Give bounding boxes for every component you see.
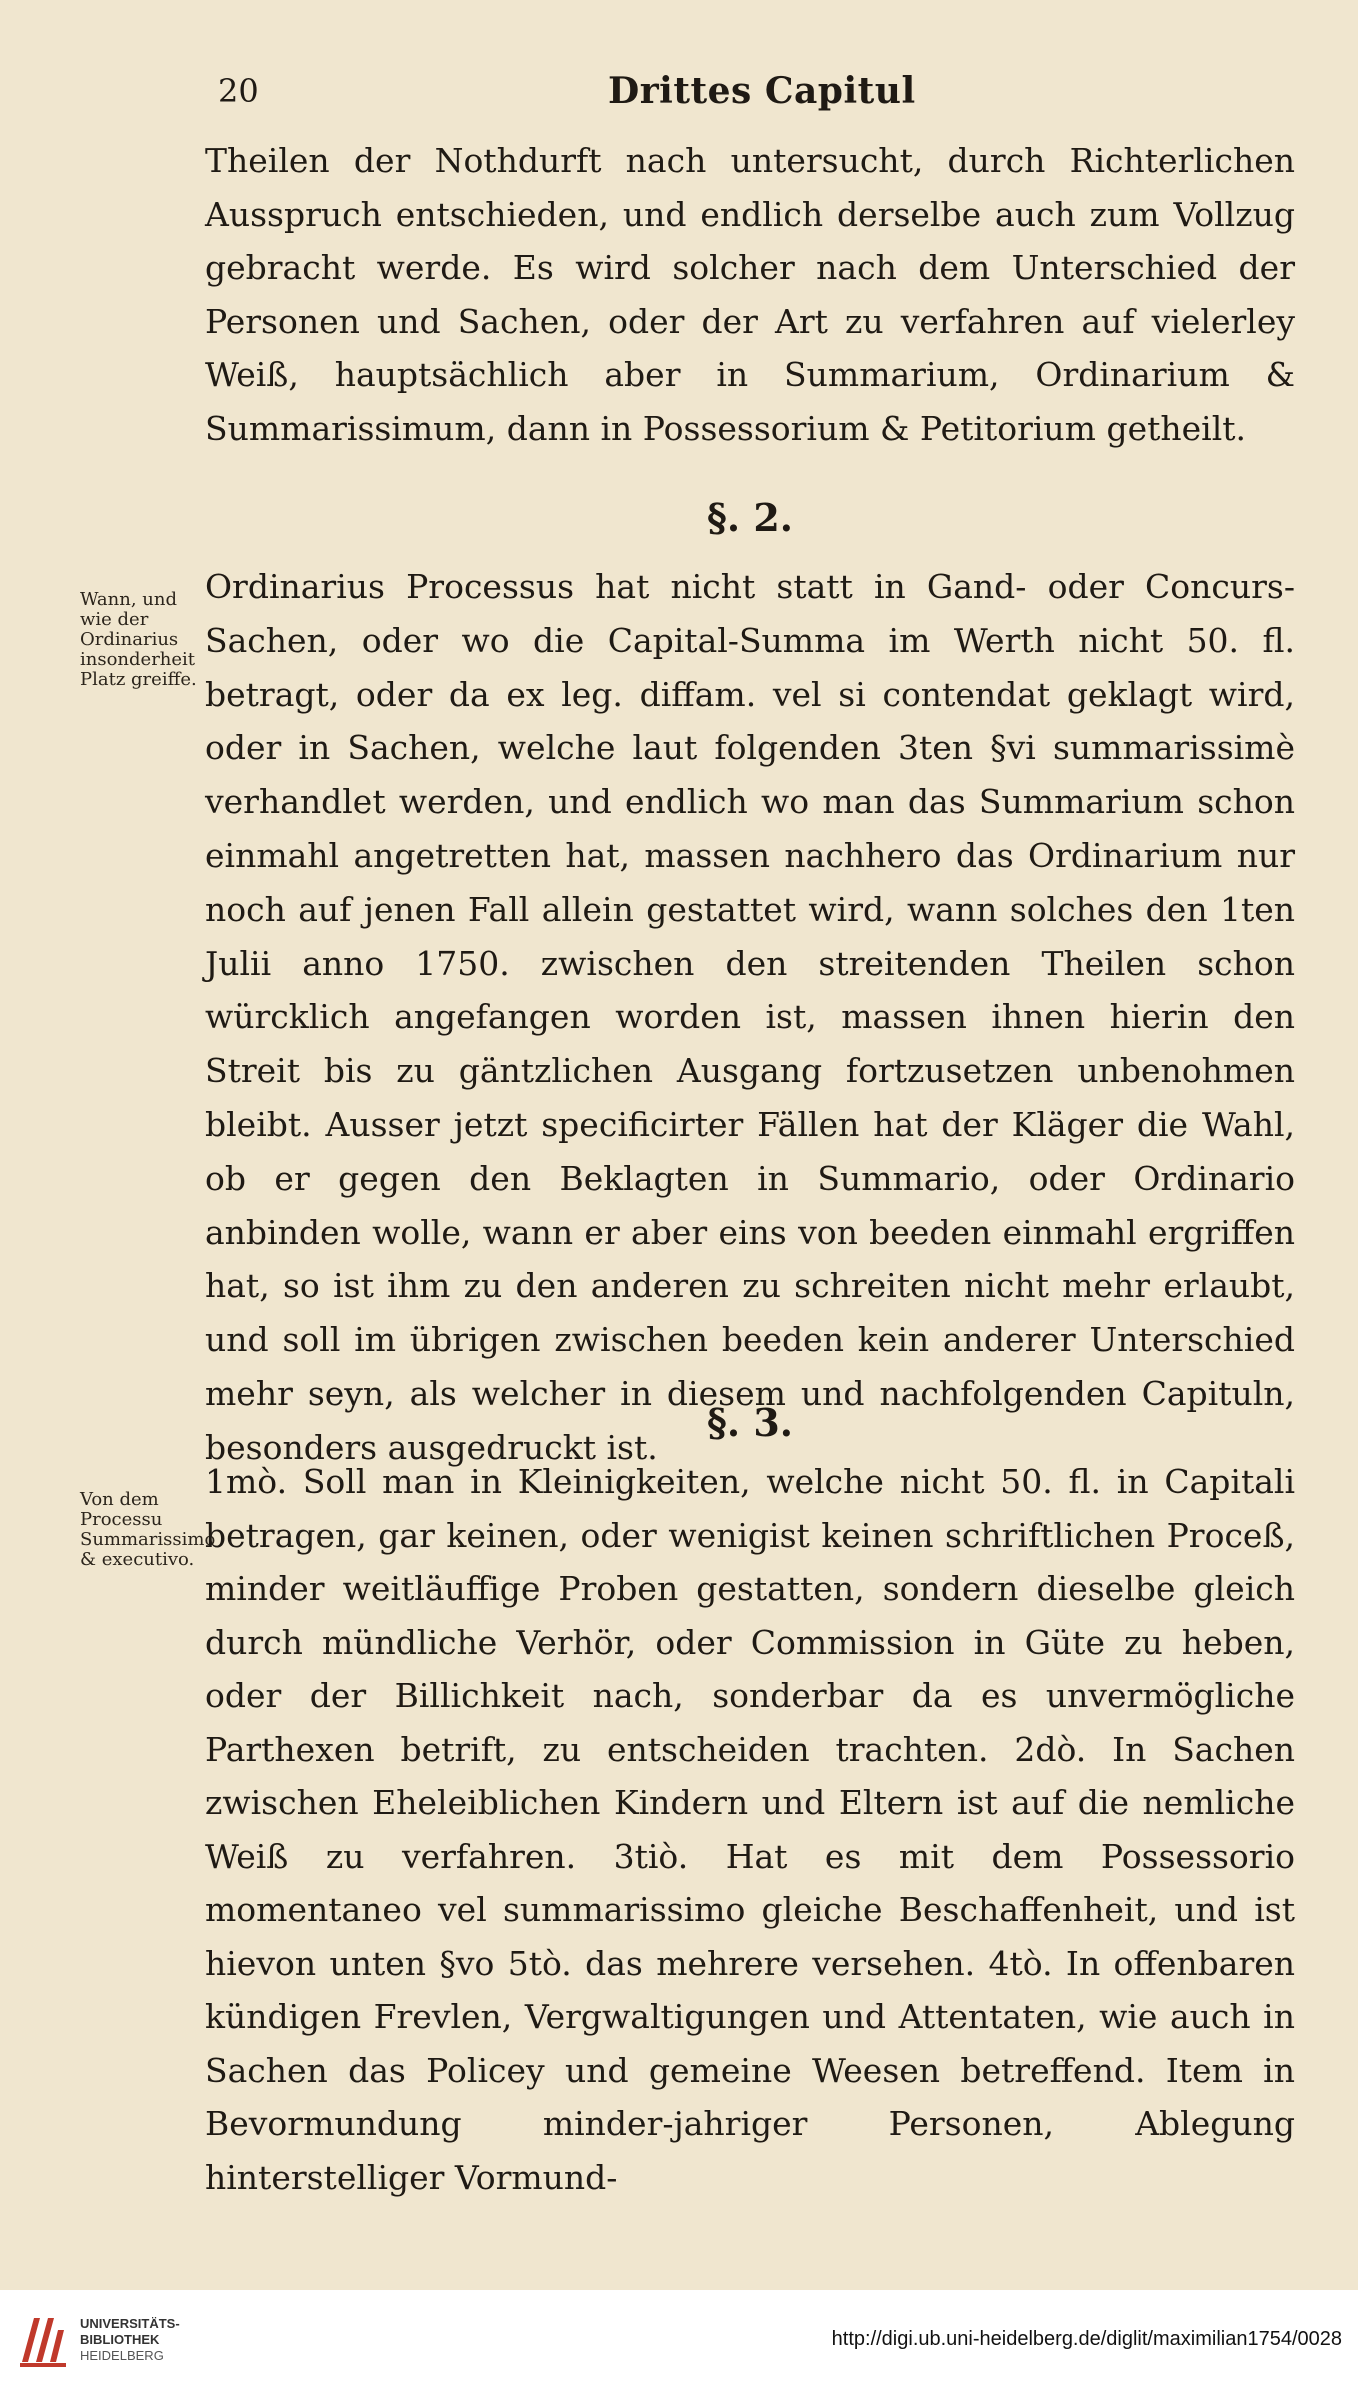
library-name-line: UNIVERSITÄTS- [80,2316,180,2331]
heidelberg-library-logo-icon [14,2310,74,2370]
page-header [210,66,1290,116]
section-mark: §. 2. [706,495,793,540]
page-number: 20 [218,72,259,110]
margin-note: Wann, und wie der Ordinarius insonderheit Platz greiffe. [80,589,197,690]
library-name-line: HEIDELBERG [80,2348,164,2363]
source-url-link[interactable]: http://digi.ub.uni-heidelberg.de/diglit/maximilian1754/0028 [831,2328,1342,2350]
library-name-line: BIBLIOTHEK [80,2332,160,2347]
viewer-footer [0,2290,1358,2391]
paragraph: 1mò. Soll man in Kleinigkeiten, welche nicht 50. fl. in Capitali betragen, gar keinen, oder wenigist keinen schriftlichen Proceß, minder weitläuffige Proben gestatten, sondern dieselbe gleich durch mündliche Verhör, oder Commission in Güte zu heben, oder der Billichkeit nach, sonderbar da es unvermögliche Parthexen betrift, zu entscheiden trachten. 2dò. In Sachen zwischen Eheleiblichen Kindern und Eltern ist auf die nemliche Weiß zu verfahren. 3tiò. Hat es mit dem Possessorio momentaneo vel summarissimo gleiche Beschaffenheit, und ist hievon unten §vo 5tò. das mehrere versehen. 4tò. In offenbaren kündigen Frevlen, Vergwaltigungen und Attentaten, wie auch in Sachen das Policey und gemeine Weesen betreffend. Item in Bevormundung minder-jahriger Personen, Ablegung hinterstelliger Vormund- [205,1462,1295,2197]
running-head: Drittes Capitul [608,70,916,112]
section-1-text [205,134,1295,455]
library-name [80,2316,230,2364]
section-3-text [205,1455,1295,2204]
margin-note: Von dem Processu Summarissimo & executivo. [80,1489,216,1570]
paragraph: Ordinarius Processus hat nicht statt in Gand- oder Concurs-Sachen, oder wo die Capital-Summa im Werth nicht 50. fl. betragt, oder da ex leg. diffam. vel si contendat geklagt wird, oder in Sachen, welche laut folgenden 3ten §vi summarissimè verhandlet werden, und endlich wo man das Summarium schon einmahl angetretten hat, massen nachhero das Ordinarium nur noch auf jenen Fall allein gestattet wird, wann solches den 1ten Julii anno 1750. zwischen den streitenden Theilen schon würcklich angefangen worden ist, massen ihnen hierin den Streit bis zu gäntzlichen Ausgang fortzusetzen unbenohmen bleibt. Ausser jetzt specificirter Fällen hat der Kläger die Wahl, ob er gegen den Beklagten in Summario, oder Ordinario anbinden wolle, wann er aber eins von beeden einmahl ergriffen hat, so ist ihm zu den anderen zu schreiten nicht mehr erlaubt, und soll im übrigen zwischen beeden kein anderer Unterschied mehr seyn, als welcher in diesem und nachfolgenden Capituln, besonders ausgedruckt ist. [205,567,1295,1467]
section-2-text [205,560,1295,1475]
paragraph: Theilen der Nothdurft nach untersucht, durch Richterlichen Ausspruch entschieden, und endlich derselbe auch zum Vollzug gebracht werde. Es wird solcher nach dem Unterschied der Personen und Sachen, oder der Art zu verfahren auf vielerley Weiß, hauptsächlich aber in Summarium, Ordinarium & Summarissimum, dann in Possessorium & Petitorium getheilt. [205,141,1295,448]
section-mark: §. 3. [706,1400,793,1445]
